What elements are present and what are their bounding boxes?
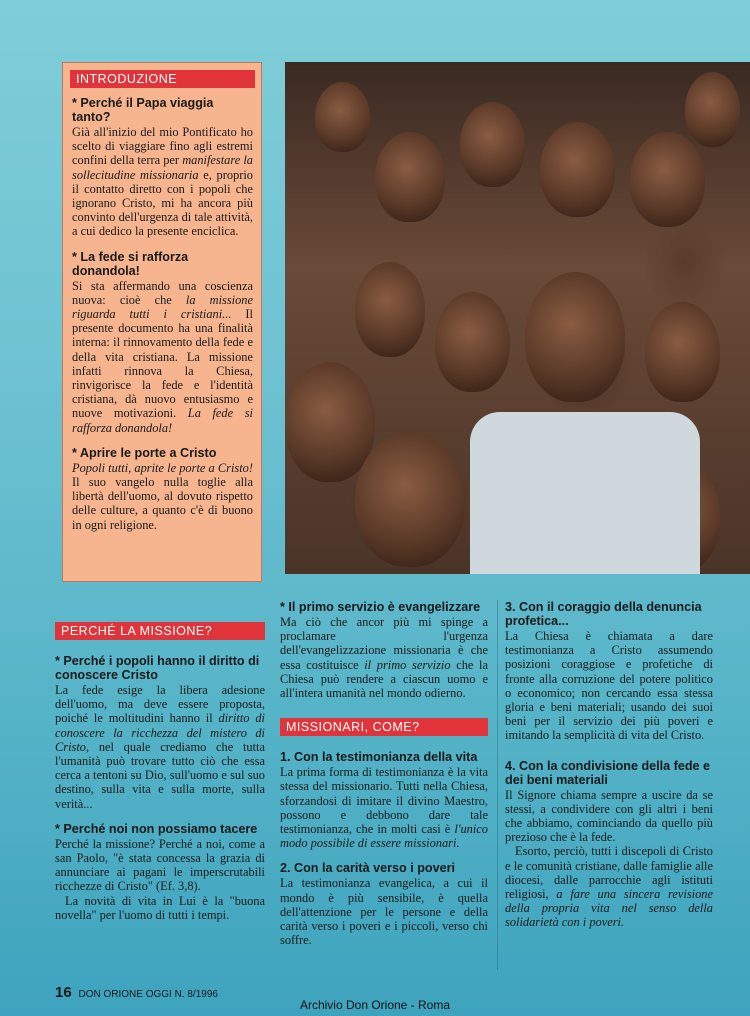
missionari-s4-text-2: Esorto, perciò, tutti i discepoli di Cristo e le comunità cristiane, dalle famiglie alle diocesi, dalle parrocchie agli istituti religiosi, a fare una sincera revisione della propria vita nel senso della solidarietà con i poveri.	[505, 844, 713, 930]
intro-q3-title: * Aprire le porte a Cristo	[72, 445, 217, 460]
intro-q2-title: * La fede si rafforza donandola!	[72, 249, 189, 278]
perche-q1-text: La fede esige la libera adesione dell'uomo, ma deve essere proposta, poiché le moltitudini hanno il diritto di conoscere la ricchezza del mistero di Cristo, nel quale crediamo che tutta l'umanità può trovare tutto ciò che essa cerca a tentoni su Dio, sull'uomo e sul suo destino, sulla vita e sulla morte, sulla verità...	[55, 683, 265, 811]
primo-servizio	[280, 600, 488, 700]
missionari-s1-title: 1. Con la testimonianza della vita	[280, 750, 478, 765]
missionari-s4-text-1: Il Signore chiama sempre a uscire da se stessi, a condividere con gli altri i beni che abbiamo, cominciando da quello più prezioso che è la fede.	[505, 787, 713, 845]
missionari-section-4	[505, 759, 713, 930]
perche-q2-text-1: Perché la missione? Perché a noi, come a san Paolo, "è stata concessa la grazia di annunciare ai pagani le imperscrutabili ricchezze di Cristo" (Ef. 3,8).	[55, 836, 265, 894]
perche-question-1	[55, 654, 265, 811]
missionari-s4-title: 4. Con la condivisione della fede e dei beni materiali	[505, 758, 711, 787]
right-column	[505, 600, 713, 941]
introduction-header: INTRODUZIONE	[70, 70, 255, 88]
missionari-section-2	[280, 861, 488, 947]
middle-column	[280, 600, 488, 958]
intro-question-1	[72, 96, 253, 239]
perche-q2-title: * Perché noi non possiamo tacere	[55, 821, 258, 836]
missionari-header: MISSIONARI, COME?	[280, 718, 488, 736]
missionari-s2-title: 2. Con la carità verso i poveri	[280, 861, 455, 876]
children-photo	[285, 62, 750, 574]
introduction-box	[62, 62, 262, 582]
intro-q2-text: Si sta affermando una coscienza nuova: cioè che la missione riguarda tutti i cristiani... Il presente documento ha una finalità interna: il rinnovamento della fede e della vita cristiana. La missione infatti rinnova la Chiesa, rinvigorisce la fede e l'identità cristiana, dà nuovo entusiasmo e nuove motivazioni. La fede si rafforza donandola!	[72, 278, 254, 435]
missionari-s2-text: La testimonianza evangelica, a cui il mondo è più sensibile, è quella dell'attenzione per le persone e della carità verso i poveri e i piccoli, verso chi soffre.	[280, 876, 488, 948]
intro-q1-title: * Perché il Papa viaggia tanto?	[72, 96, 214, 124]
missionari-s3-title: 3. Con il coraggio della denuncia profetica...	[505, 600, 702, 628]
missionari-section-3	[505, 600, 713, 743]
archive-credit: Archivio Don Orione - Roma	[299, 998, 451, 1012]
magazine-name: DON ORIONE OGGI N. 8/1996	[78, 989, 218, 1000]
primo-text: Ma ciò che ancor più mi spinge a proclamare l'urgenza dell'evangelizzazione missionaria è che essa costituisce il primo servizio che la Chiesa può rendere a ciascun uomo e all'intera umanità nel mondo odierno.	[280, 615, 488, 701]
intro-q3-text: Popoli tutti, aprite le porte a Cristo! Il suo vangelo nulla toglie alla libertà dell'uomo, al dovuto rispetto delle culture, a quanto c'è di buono in ogni religione.	[72, 460, 253, 532]
perche-q1-title: * Perché i popoli hanno il diritto di conoscere Cristo	[55, 654, 260, 682]
intro-question-2	[72, 250, 253, 435]
perche-question-2	[55, 822, 265, 922]
missionari-section-1	[280, 750, 488, 850]
intro-question-3	[72, 446, 253, 532]
page-number: 16	[55, 984, 72, 1001]
column-divider	[497, 600, 498, 970]
perche-header: PERCHÉ LA MISSIONE?	[55, 622, 265, 640]
perche-q2-text-2: La novità di vita in Lui è la "buona novella" per l'uomo di tutti i tempi.	[55, 893, 265, 922]
primo-title: * Il primo servizio è evangelizzare	[280, 600, 481, 614]
perche-column	[55, 622, 265, 933]
intro-q1-text: Già all'inizio del mio Pontificato ho scelto di viaggiare fino agli estremi confini della terra per manifestare la sollecitudine missionaria e, proprio il contatto diretto con i popoli che ignorano Cristo, mi ha ancora più convinto dell'urgenza di tale attività, a cui dedico la presente enciclica.	[72, 125, 253, 239]
missionari-s1-text: La prima forma di testimonianza è la vita stessa del missionario. Tutti nella Chiesa, sforzandosi di imitare il divino Maestro, possono e debbono dare tale testimonianza, che in molti casi è l'unico modo possibile di essere missionari.	[280, 765, 488, 851]
missionari-s3-text: La Chiesa è chiamata a dare testimonianza a Cristo assumendo posizioni coraggiose e profetiche di fronte alla corruzione del potere politico o economico; non cercando essa stessa gloria e beni materiali; usando dei suoi beni per il servizio dei più poveri e imitando la semplicità di vita del Cristo.	[505, 629, 713, 743]
